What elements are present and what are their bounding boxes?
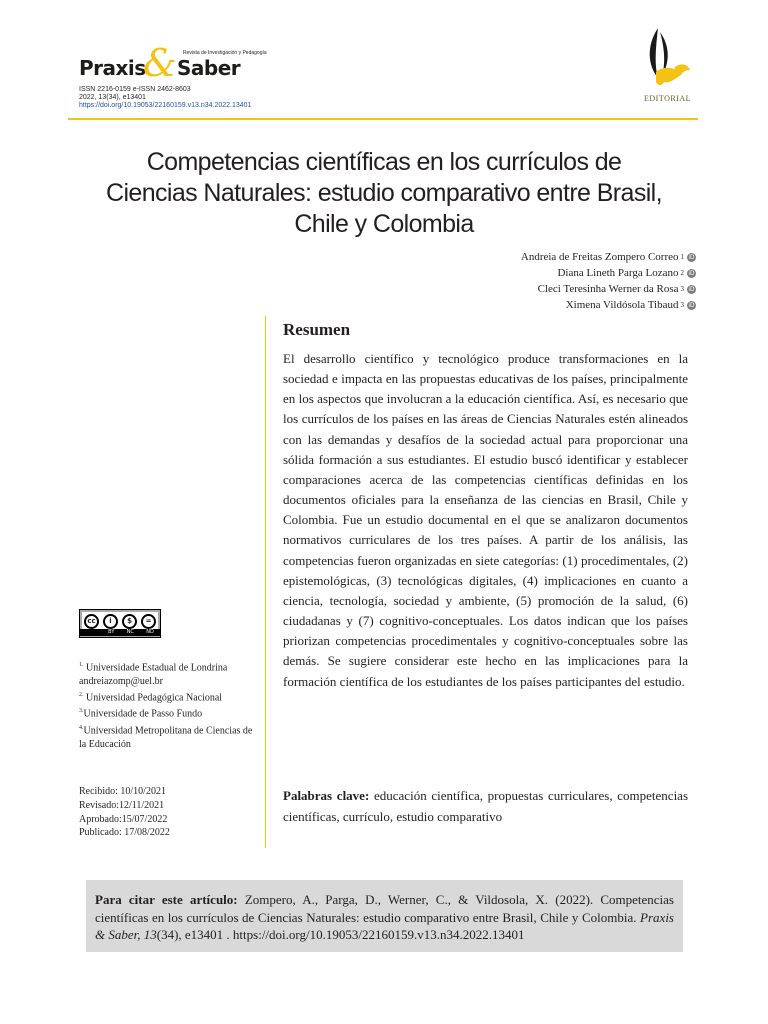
volume-text: 2022, 13(34), e13401 — [79, 94, 146, 101]
author-item — [521, 265, 696, 281]
date-published: Publicado: 17/08/2022 — [79, 827, 170, 839]
affiliation-text: Universidad Metropolitana de Ciencias de la Educación — [79, 724, 253, 750]
cc-label-nc: NC — [126, 629, 134, 635]
author-item — [521, 281, 696, 297]
logo-ampersand: & — [143, 41, 177, 85]
cc-labels — [80, 629, 160, 636]
author-item — [521, 297, 696, 313]
affiliation-mark: 1. — [79, 662, 84, 668]
affiliations — [79, 659, 259, 752]
affiliation-mark: 4. — [79, 724, 84, 731]
logo-tagline: Revista de Investigación y Pedagogía — [183, 50, 267, 56]
author-affiliation-mark: 1 — [680, 253, 684, 261]
affiliation-text: Universidade de Passo Fundo — [83, 708, 203, 720]
keywords-text: educación científica, propuestas curriculares, competencias científicas, currículo, estudio comparativo — [283, 788, 689, 824]
by-icon: i — [103, 614, 118, 629]
citation-body: Zompero, A., Parga, D., Werner, C., & Vildosola, X. (2022). Competencias científicas en los currículos de Ciencias Naturales: estudio comparativo entre Brasil, Chile y Colombia. — [95, 892, 674, 925]
orcid-icon[interactable]: iD — [688, 285, 695, 293]
orcid-icon[interactable]: iD — [688, 301, 695, 309]
cc-icons — [82, 612, 158, 630]
citation-text — [95, 891, 674, 944]
date-revised: Revisado:12/11/2021 — [79, 799, 165, 811]
citation-doi[interactable]: (34), e13401 . https://doi.org/10.19053/22160159.v13.n34.2022.13401 — [156, 927, 525, 942]
editorial-label: EDITORIAL — [644, 94, 692, 103]
affiliation-item — [79, 705, 259, 721]
journal-identifiers — [79, 86, 251, 110]
orcid-icon[interactable]: iD — [688, 269, 695, 277]
issn-text: ISSN 2216-0159 e-ISSN 2462-8603 — [79, 86, 191, 93]
author-list — [521, 249, 696, 313]
affiliation-item — [79, 689, 259, 705]
abstract-heading: Resumen — [283, 320, 351, 339]
abstract-body: El desarrollo científico y tecnológico produce transformaciones en la sociedad e impacta en las propuestas educativas de los países, principalmente en los aspectos que involucran a la educación científica. Así, es necesario que los currículos de los países en las áreas de Ciencias Naturales estén alineados con las demandas y desafíos de la sociedad actual para proporcionar una sólida formación a sus estudiantes. El estudio buscó identificar y establecer comparaciones acerca de las competencias científicas definidas en los documentos oficiales para la enseñanza de las ciencias en Brasil, Chile y Colombia. Fue un estudio documental en el que se analizaron documentos normativos curriculares de los tres países. A partir de los análisis, las competencias fueron organizadas en siete categorías: (1) procedimentales, (2) epistemológicas, (3) tecnológicas digitales, (4) implicaciones en cuanto a ciencia, tecnología, sociedad y ambiente, (5) promoción de la salud, (6) ciudadanas y (7) cognitivo-conceptuales. Los datos indican que los países priorizan competencias procedimentales y cognitivo-conceptuales sobre las demás. Se sugiere considerar este hecho en las implicaciones para la formación científica de los estudiantes de los países participantes del estudio. — [283, 351, 688, 689]
keywords-label: Palabras clave: — [283, 788, 370, 803]
article-dates — [79, 785, 170, 840]
author-name: Ximena Vildósola Tibaud — [565, 299, 679, 311]
author-affiliation-mark: 2 — [680, 269, 684, 277]
affiliation-email[interactable]: andreiazomp@uel.br — [79, 676, 163, 688]
affiliation-mark: 3. — [79, 708, 84, 715]
author-item — [521, 249, 696, 265]
date-received: Recibido: 10/10/2021 — [79, 786, 166, 797]
citation-journal: Praxis & Saber, 13 — [95, 909, 674, 942]
affiliation-item — [79, 659, 259, 675]
citation-box — [86, 880, 683, 952]
nd-icon: = — [141, 614, 156, 629]
affiliation-item — [79, 722, 259, 752]
affiliation-text: Universidade Estadual de Londrina — [86, 662, 228, 674]
author-affiliation-mark: 3 — [680, 301, 684, 309]
citation-label: Para citar este artículo: — [95, 892, 238, 907]
article-title: Competencias científicas en los currículos de Ciencias Naturales: estudio comparativo entre Brasil, Chile y Colombia — [106, 148, 662, 238]
logo-word-saber: Saber — [177, 56, 241, 80]
author-name: Diana Lineth Parga Lozano — [557, 267, 679, 279]
cc-license-badge[interactable] — [79, 609, 161, 638]
logo-word-praxis: Praxis — [79, 56, 146, 80]
keywords — [283, 786, 688, 827]
doi-link[interactable]: https://doi.org/10.19053/22160159.v13.n34.2022.13401 — [79, 102, 252, 109]
editorial-logo — [636, 26, 696, 110]
cc-label-by: BY — [108, 629, 115, 635]
author-name: Cleci Teresinha Werner da Rosa — [537, 283, 679, 295]
quill-icon — [636, 26, 696, 96]
date-approved: Aprobado:15/07/2022 — [79, 813, 168, 825]
header-divider — [68, 118, 698, 120]
journal-logo — [79, 41, 269, 86]
author-name: Andreia de Freitas Zompero Correo — [520, 251, 679, 263]
cc-icon: cc — [84, 614, 99, 629]
affiliation-text: Universidad Pedagógica Nacional — [86, 692, 223, 704]
cc-label-nd: ND — [146, 629, 154, 635]
nc-icon: $ — [122, 614, 137, 629]
orcid-icon[interactable]: iD — [688, 253, 695, 261]
affiliation-mark: 2. — [79, 692, 84, 699]
column-divider — [265, 316, 266, 848]
author-affiliation-mark: 3 — [680, 285, 684, 293]
